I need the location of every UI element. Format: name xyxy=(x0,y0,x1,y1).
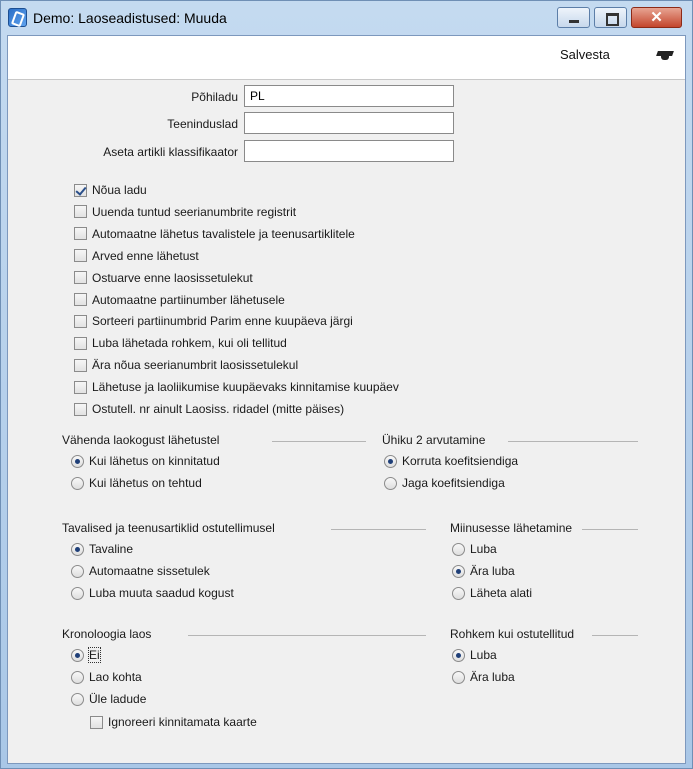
checkbox-label: Nõua ladu xyxy=(92,183,147,197)
service-location-input[interactable] xyxy=(244,112,454,134)
main-location-input[interactable] xyxy=(244,85,454,107)
group-divider xyxy=(188,635,426,636)
checkbox[interactable] xyxy=(74,293,87,306)
radio-more-allow[interactable] xyxy=(452,647,497,663)
checkbox-label: Automaatne partiinumber lähetusele xyxy=(92,292,285,307)
radio-button[interactable] xyxy=(71,543,84,556)
checkbox-label: Ostuarve enne laosissetulekut xyxy=(92,270,253,285)
checkbox-row[interactable] xyxy=(74,248,199,264)
radio-label: Kui lähetus on kinnitatud xyxy=(89,454,220,468)
radio-button[interactable] xyxy=(71,649,84,662)
checkbox[interactable] xyxy=(90,716,103,729)
radio-label: Luba muuta saadud kogust xyxy=(89,586,234,600)
close-icon: ✕ xyxy=(650,9,663,26)
radio-label: Kui lähetus on tehtud xyxy=(89,476,202,490)
radio-chrono-all-locations[interactable] xyxy=(71,691,146,707)
radio-label: Luba xyxy=(470,648,497,662)
radio-label: Ära luba xyxy=(470,670,515,684)
radio-more-disallow[interactable] xyxy=(452,669,515,685)
checkbox-row[interactable] xyxy=(74,226,355,242)
checkbox-row[interactable] xyxy=(74,182,147,198)
checkbox-label: Uuenda tuntud seerianumbrite registrit xyxy=(92,204,297,219)
radio-button[interactable] xyxy=(71,671,84,684)
window-content xyxy=(7,35,686,764)
group-title-chronology: Kronoloogia laos xyxy=(62,627,152,641)
checkbox-row[interactable] xyxy=(74,357,298,373)
window-title: Demo: Laoseadistused: Muuda xyxy=(33,10,227,26)
radio-chrono-per-location[interactable] xyxy=(71,669,142,685)
checkbox-row[interactable] xyxy=(74,313,353,329)
radio-button[interactable] xyxy=(452,543,465,556)
radio-label: Ei xyxy=(89,648,100,662)
radio-regular-change-qty[interactable] xyxy=(71,585,234,601)
checkbox-ignore-unconfirmed[interactable] xyxy=(90,714,257,730)
radio-chrono-none[interactable] xyxy=(71,647,100,663)
radio-negative-disallow[interactable] xyxy=(452,563,515,579)
radio-button[interactable] xyxy=(384,477,397,490)
radio-negative-allow[interactable] xyxy=(452,541,497,557)
radio-button[interactable] xyxy=(71,455,84,468)
checkbox[interactable] xyxy=(74,249,87,262)
title-bar[interactable] xyxy=(1,1,692,35)
close-button[interactable] xyxy=(631,7,682,28)
group-divider xyxy=(508,441,638,442)
radio-label: Ära luba xyxy=(470,564,515,578)
radio-button[interactable] xyxy=(452,671,465,684)
checkbox[interactable] xyxy=(74,205,87,218)
radio-regular-auto[interactable] xyxy=(71,563,210,579)
toolbar xyxy=(8,36,685,79)
radio-label: Tavaline xyxy=(89,542,134,556)
radio-reduce-done[interactable] xyxy=(71,475,202,491)
field-label-service-location: Teeninduslad xyxy=(167,117,238,131)
maximize-button[interactable] xyxy=(594,7,627,28)
group-title-regular-items: Tavalised ja teenusartiklid ostutellimusel xyxy=(62,521,275,535)
group-title-unit2: Ühiku 2 arvutamine xyxy=(382,433,486,447)
radio-label: Automaatne sissetulek xyxy=(89,564,210,578)
radio-button[interactable] xyxy=(71,587,84,600)
checkbox[interactable] xyxy=(74,337,87,350)
radio-label: Luba xyxy=(470,542,497,556)
group-title-negative-shipping: Miinusesse lähetamine xyxy=(450,521,573,535)
radio-button[interactable] xyxy=(71,693,84,706)
radio-button[interactable] xyxy=(71,565,84,578)
group-divider xyxy=(582,529,638,530)
radio-button[interactable] xyxy=(452,649,465,662)
group-divider xyxy=(331,529,426,530)
checkbox-row[interactable] xyxy=(74,379,399,395)
save-button[interactable]: Salvesta xyxy=(560,47,610,62)
checkbox[interactable] xyxy=(74,403,87,416)
checkbox-label: Ostutell. nr ainult Laosiss. ridadel (mitte päises) xyxy=(92,402,345,416)
checkbox[interactable] xyxy=(74,315,87,328)
radio-label: Läheta alati xyxy=(470,586,533,600)
field-label-main-location: Põhiladu xyxy=(191,90,238,104)
checkbox[interactable] xyxy=(74,359,87,372)
radio-button[interactable] xyxy=(452,565,465,578)
minimize-button[interactable] xyxy=(557,7,590,28)
checkbox[interactable] xyxy=(74,184,87,197)
group-divider xyxy=(592,635,638,636)
checkbox-label: Lähetuse ja laoliikumise kuupäevaks kinnitamise kuupäev xyxy=(92,380,399,395)
checkbox-label: Arved enne lähetust xyxy=(92,248,199,263)
checkbox-label: Sorteeri partiinumbrid Parim enne kuupäeva järgi xyxy=(92,314,353,329)
app-logo-icon xyxy=(8,8,27,27)
radio-button[interactable] xyxy=(384,455,397,468)
radio-button[interactable] xyxy=(452,587,465,600)
radio-regular-normal[interactable] xyxy=(71,541,133,557)
radio-button[interactable] xyxy=(71,477,84,490)
radio-label: Lao kohta xyxy=(89,670,142,684)
settings-form xyxy=(8,80,685,763)
checkbox-row[interactable] xyxy=(74,401,344,417)
group-divider xyxy=(272,441,366,442)
graduation-cap-icon[interactable] xyxy=(656,49,674,63)
radio-unit2-multiply[interactable] xyxy=(384,453,518,469)
checkbox-label: Ära nõua seerianumbrit laosissetulekul xyxy=(92,358,299,373)
radio-unit2-divide[interactable] xyxy=(384,475,505,491)
checkbox-row[interactable] xyxy=(74,270,253,286)
checkbox[interactable] xyxy=(74,271,87,284)
radio-negative-always[interactable] xyxy=(452,585,532,601)
checkbox[interactable] xyxy=(74,381,87,394)
field-label-item-classifier: Aseta artikli klassifikaator xyxy=(103,145,238,159)
checkbox[interactable] xyxy=(74,227,87,240)
radio-label: Jaga koefitsiendiga xyxy=(402,476,505,490)
checkbox-row[interactable] xyxy=(74,335,287,351)
checkbox-label: Ignoreeri kinnitamata kaarte xyxy=(108,715,257,729)
checkbox-row[interactable] xyxy=(74,204,296,220)
checkbox-label: Luba lähetada rohkem, kui oli tellitud xyxy=(92,336,287,351)
item-classifier-input[interactable] xyxy=(244,140,454,162)
group-title-more-than-ordered: Rohkem kui ostutellitud xyxy=(450,627,575,641)
radio-label: Üle ladude xyxy=(89,692,147,706)
checkbox-row[interactable] xyxy=(74,292,285,308)
radio-label: Korruta koefitsiendiga xyxy=(402,454,519,468)
radio-reduce-confirmed[interactable] xyxy=(71,453,220,469)
checkbox-label: Automaatne lähetus tavalistele ja teenusartiklitele xyxy=(92,226,355,241)
group-title-reduce-stock: Vähenda laokogust lähetustel xyxy=(62,433,220,447)
